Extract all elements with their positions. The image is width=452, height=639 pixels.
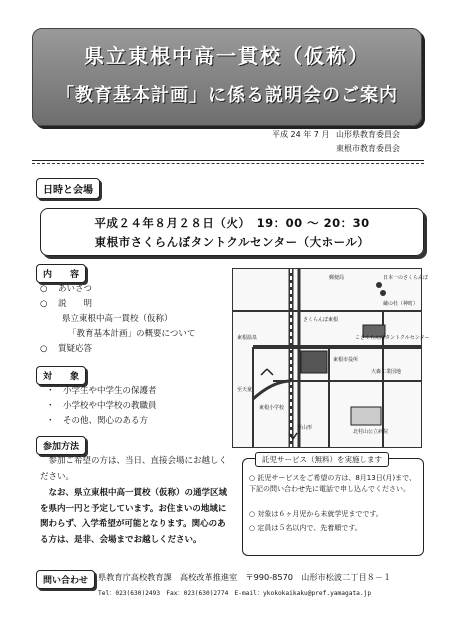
title-banner [32,28,422,126]
title-line-2: 「教育基本計画」に係る説明会のご案内 [56,85,398,106]
contact-address: 県教育庁高校教育課 高校改革推進室 〒990-8570 山形市松波二丁目８－１ [98,572,392,582]
map-label: 蔵の杜（神町） [383,301,419,307]
method-paragraph-2: なお、県立東根中高一貫校（仮称）の通学区域を県内一円と予定しています。お住まいの地域に関わらず、入学希望が可能となります。関心のある方は、是非、会場までお越しください。 [40,488,228,545]
list-item: ○ 対象は６ヶ月児から未就学児までです。 [249,510,383,518]
map-label: 東根市役所 [333,357,359,363]
method-heading: 参加方法 [36,436,86,455]
divider [32,160,424,161]
list-item: ○ 託児サービスをご希望の方は、8月13日(月)まで、下記の問い合わせ先に電話で申し込んでください。 [249,474,417,493]
issue-date: 平成 24 年 7 月 [272,130,330,139]
map-label: 大森工業団地 [371,369,402,375]
audience-list [46,384,157,429]
contact-heading: 問い合わせ [36,570,95,589]
map-label: 郵便局 [329,275,345,281]
divider [32,163,424,164]
childcare-heading: 託児サービス（無料）を実施します [255,452,389,467]
datetime-heading: 日時と会場 [36,178,100,199]
event-datetime: 平成２４年８月２８日（火） 19：00 ～ 20：30 [94,216,370,230]
title-line-1: 県立東根中高一貫校（仮称） [84,44,370,68]
childcare-box [242,455,424,556]
map-label: 至天童 [237,387,253,393]
list-item: ・ その他、関心のある方 [46,416,149,426]
list-item: ○ 説 明 [40,299,93,309]
list-item: 「教育基本計画」の概要について [68,329,196,339]
contact-phone-email: Tel：023(630)2493 Fax：023(630)2774 E-mail：ykokokaikaku@pref.yamagata.jp [98,590,372,597]
map-label: 北村山公立病院 [353,429,389,435]
map-label: 東根温泉 [237,335,258,341]
datetime-box [40,208,424,256]
list-item: ○ 質疑応答 [40,344,93,354]
issuer-org-1: 山形県教育委員会 [336,130,400,139]
map-label: 東根小学校 [259,405,285,411]
list-item: ・ 小学生や中学生の保護者 [46,386,157,396]
contents-heading: 内 容 [36,264,86,283]
map-label: こさくらんぼタントクルセンター [355,335,430,341]
list-item: ○ あいさつ [40,284,93,294]
list-item: ○ 定員は５名以内で、先着順です。 [249,524,362,532]
map-label: 至山形 [297,425,313,431]
map-label: 日本一のさくらんぼ [383,275,429,281]
list-item: ・ 小学校や中学校の教職員 [46,401,157,411]
audience-heading: 対 象 [36,366,86,385]
venue-map [232,268,430,448]
contents-list [40,282,195,357]
map-drawing [233,269,430,447]
event-venue: 東根市さくらんぼタントクルセンター（大ホール） [94,235,370,249]
list-item: 県立東根中高一貫校（仮称） [62,314,173,324]
issuer-org-2: 東根市教育委員会 [336,144,400,153]
method-paragraph-1: 参加ご希望の方は、当日、直接会場にお越しください。 [40,456,228,482]
map-label: さくらんぼ東根 [303,317,339,323]
